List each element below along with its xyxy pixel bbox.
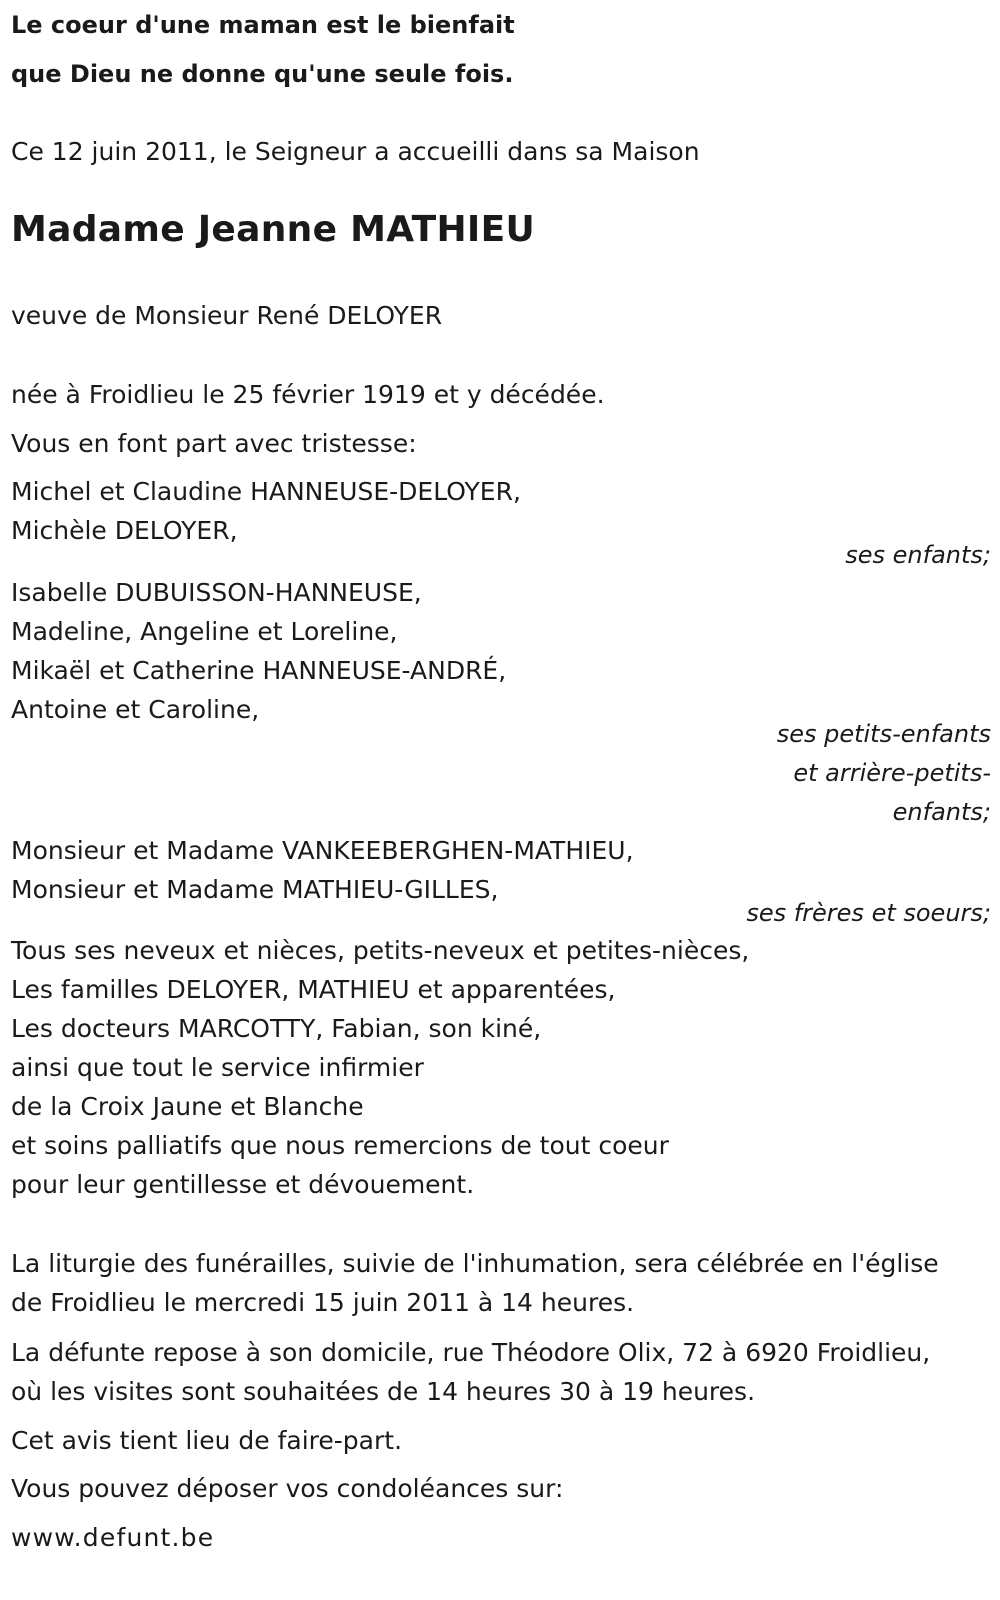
funeral-line-1: La liturgie des funérailles, suivie de l'inhumation, sera célébrée en l'église [11,1249,939,1278]
others-line: Les familles DELOYER, MATHIEU et apparentées, [11,975,616,1004]
sibling-name: Monsieur et Madame VANKEEBERGHEN-MATHIEU, [11,836,634,865]
obituary-notice [11,0,991,1600]
verse-line-2: que Dieu ne donne qu'une seule fois. [11,60,514,88]
sibling-name: Monsieur et Madame MATHIEU-GILLES, [11,875,499,904]
grandchild-name: Madeline, Angeline et Loreline, [11,617,398,646]
siblings-relation: ses frères et soeurs; [746,899,991,927]
others-line: Tous ses neveux et nièces, petits-neveux et petites-nièces, [11,936,750,965]
children-relation: ses enfants; [845,541,991,569]
funeral-line-2: de Froidlieu le mercredi 15 juin 2011 à 14 heures. [11,1288,635,1317]
grandchildren-relation-line-2: et arrière-petits- [793,759,991,787]
website-link[interactable]: www.defunt.be [11,1523,215,1552]
condolences-text: Vous pouvez déposer vos condoléances sur: [11,1474,564,1503]
notice-text: Cet avis tient lieu de faire-part. [11,1426,403,1455]
others-line: pour leur gentillesse et dévouement. [11,1170,475,1199]
grandchild-name: Antoine et Caroline, [11,695,260,724]
grandchildren-relation-line-1: ses petits-enfants [776,720,991,748]
others-line: de la Croix Jaune et Blanche [11,1092,364,1121]
others-line: Les docteurs MARCOTTY, Fabian, son kiné, [11,1014,542,1043]
child-name: Michèle DELOYER, [11,516,238,545]
repose-line-1: La défunte repose à son domicile, rue Théodore Olix, 72 à 6920 Froidlieu, [11,1338,931,1367]
others-line: ainsi que tout le service infirmier [11,1053,424,1082]
repose-line-2: où les visites sont souhaitées de 14 heures 30 à 19 heures. [11,1377,756,1406]
widow-of-text: veuve de Monsieur René DELOYER [11,301,443,330]
intro-text: Ce 12 juin 2011, le Seigneur a accueilli dans sa Maison [11,137,700,166]
grandchild-name: Isabelle DUBUISSON-HANNEUSE, [11,578,422,607]
grandchildren-relation-line-3: enfants; [892,798,991,826]
announcement-text: Vous en font part avec tristesse: [11,429,417,458]
child-name: Michel et Claudine HANNEUSE-DELOYER, [11,477,521,506]
verse-line-1: Le coeur d'une maman est le bienfait [11,11,515,39]
grandchild-name: Mikaël et Catherine HANNEUSE-ANDRÉ, [11,656,507,685]
deceased-name: Madame Jeanne MATHIEU [11,209,536,250]
others-line: et soins palliatifs que nous remercions de tout coeur [11,1131,669,1160]
birth-death-text: née à Froidlieu le 25 février 1919 et y décédée. [11,380,605,409]
